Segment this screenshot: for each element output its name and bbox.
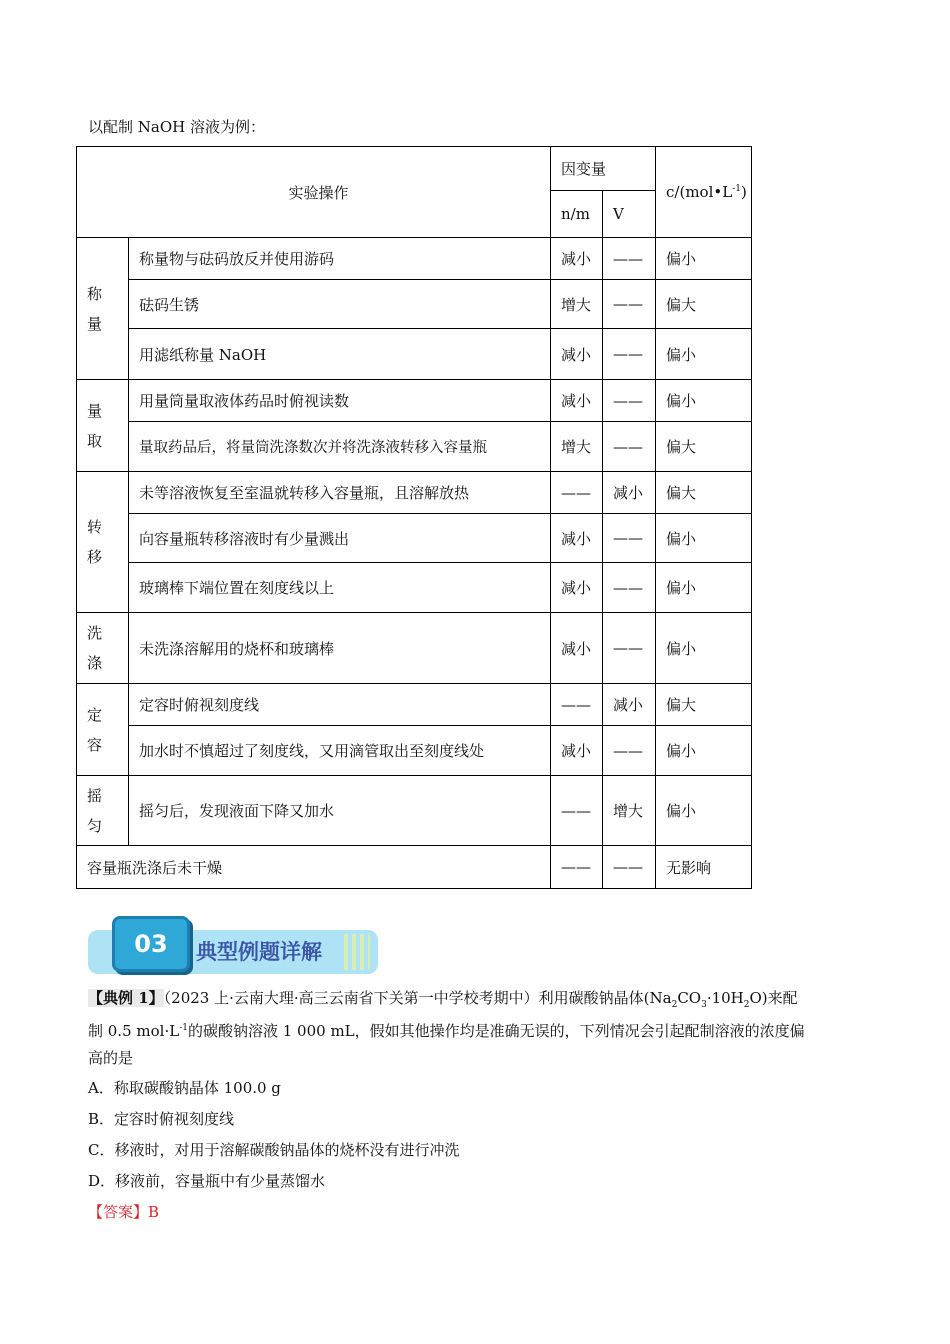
answer-value: B: [148, 1203, 160, 1221]
row-c: 偏小: [656, 238, 752, 280]
row-operation: 向容量瓶转移溶液时有少量溅出: [129, 514, 551, 563]
intro-text: 以配制 NaOH 溶液为例：: [88, 118, 265, 136]
row-nm: 减小: [551, 613, 603, 684]
header-operation: 实验操作: [77, 147, 551, 238]
option-a: A．称取碳酸钠晶体 100.0 g: [88, 1079, 281, 1097]
row-nm: ——: [551, 472, 603, 514]
row-operation: 用滤纸称量 NaOH: [129, 329, 551, 380]
row-c: 偏小: [656, 726, 752, 776]
section-banner: [88, 916, 380, 976]
banner-stripes: [344, 934, 370, 970]
row-c: 偏大: [656, 280, 752, 329]
header-v: V: [603, 191, 656, 238]
row-operation: 量取药品后，将量筒洗涤数次并将洗涤液转移入容量瓶: [129, 422, 551, 472]
row-nm: ——: [551, 684, 603, 726]
group-label-washing: 洗 涤: [77, 613, 129, 684]
row-v: ——: [603, 422, 656, 472]
row-c: 偏小: [656, 329, 752, 380]
row-operation: 用量筒量取液体药品时俯视读数: [129, 380, 551, 422]
row-nm: 减小: [551, 514, 603, 563]
header-concentration: $c/(mol•L^{-1})$: [656, 147, 752, 238]
group-label-transfer: 转 移: [77, 472, 129, 613]
group-label-measuring: 量 取: [77, 380, 129, 472]
row-c: 偏小: [656, 514, 752, 563]
option-c: C．移液时，对用于溶解碳酸钠晶体的烧杯没有进行冲洗: [88, 1141, 460, 1159]
row-v: 增大: [603, 776, 656, 846]
group-label-weighing: 称 量: [77, 238, 129, 380]
row-v: 减小: [603, 472, 656, 514]
row-c: 偏大: [656, 684, 752, 726]
group-label-shaking: 摇 匀: [77, 776, 129, 846]
row-c: 偏大: [656, 422, 752, 472]
row-operation: 称量物与砝码放反并使用游码: [129, 238, 551, 280]
row-operation: 玻璃棒下端位置在刻度线以上: [129, 563, 551, 613]
row-nm: 增大: [551, 422, 603, 472]
option-d: D．移液前，容量瓶中有少量蒸馏水: [88, 1172, 326, 1190]
question-tag: 【典例 1】: [88, 989, 164, 1007]
section-number: 03: [112, 916, 190, 972]
row-v: ——: [603, 726, 656, 776]
group-label-volume-fixing: 定 容: [77, 684, 129, 776]
row-v: ——: [603, 280, 656, 329]
question-line-3: 高的是: [88, 1049, 134, 1067]
row-nm: 增大: [551, 280, 603, 329]
question-line-1: 【典例 1】（2023 上·云南大理·高三云南省下关第一中学校考期中）利用碳酸钠晶体$(Na_2CO_3\cdot 10H_2O)$来配: [88, 989, 798, 1010]
row-c: 偏小: [656, 380, 752, 422]
row-operation: 摇匀后，发现液面下降又加水: [129, 776, 551, 846]
row-nm: 减小: [551, 329, 603, 380]
section-title: 典型例题详解: [196, 940, 322, 964]
answer-line: [88, 1201, 159, 1222]
row-nm: ——: [551, 846, 603, 889]
row-v: ——: [603, 380, 656, 422]
option-b: B．定容时俯视刻度线: [88, 1110, 235, 1128]
row-v: ——: [603, 846, 656, 889]
row-operation: 加水时不慎超过了刻度线，又用滴管取出至刻度线处: [129, 726, 551, 776]
header-variable: 因变量: [551, 147, 656, 191]
row-operation: 容量瓶洗涤后未干燥: [77, 846, 551, 889]
row-operation: 未洗涤溶解用的烧杯和玻璃棒: [129, 613, 551, 684]
row-v: 减小: [603, 684, 656, 726]
row-operation: 砝码生锈: [129, 280, 551, 329]
row-v: ——: [603, 514, 656, 563]
row-c: 偏大: [656, 472, 752, 514]
row-c: 无影响: [656, 846, 752, 889]
row-nm: 减小: [551, 563, 603, 613]
row-v: ——: [603, 563, 656, 613]
question-line-2: 制 0.5 $mol\cdot L^{-1}$的碳酸钠溶液 1 000 mL，假如其他操作均是准确无误的，下列情况会引起配制溶液的浓度偏: [88, 1022, 805, 1040]
row-operation: 未等溶液恢复至室温就转移入容量瓶，且溶解放热: [129, 472, 551, 514]
row-nm: 减小: [551, 726, 603, 776]
row-c: 偏小: [656, 563, 752, 613]
row-operation: 定容时俯视刻度线: [129, 684, 551, 726]
answer-label: 【答案】: [88, 1203, 149, 1221]
row-c: 偏小: [656, 613, 752, 684]
row-nm: 减小: [551, 380, 603, 422]
row-v: ——: [603, 329, 656, 380]
row-v: ——: [603, 238, 656, 280]
row-c: 偏小: [656, 776, 752, 846]
error-analysis-table: [76, 146, 752, 889]
row-nm: ——: [551, 776, 603, 846]
header-nm: n/m: [551, 191, 603, 238]
row-v: ——: [603, 613, 656, 684]
row-nm: 减小: [551, 238, 603, 280]
